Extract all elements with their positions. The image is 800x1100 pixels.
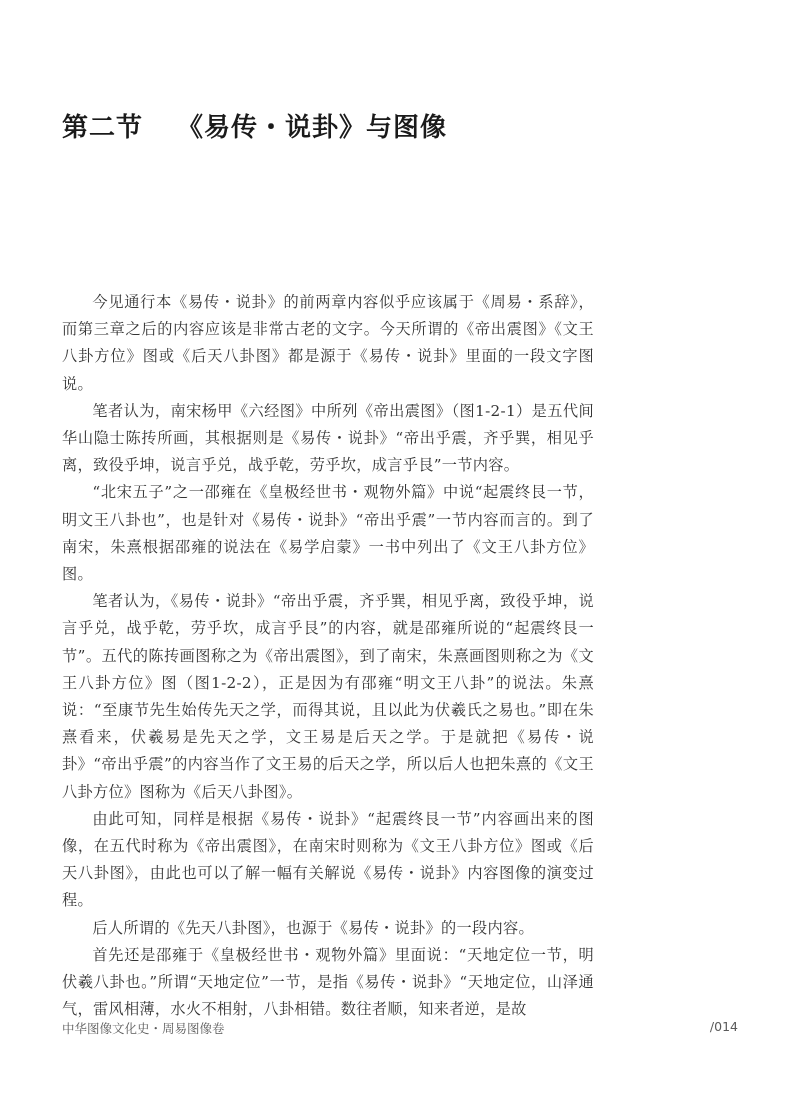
- footer-page-number: /014: [709, 1019, 738, 1034]
- paragraph: 笔者认为，南宋杨甲《六经图》中所列《帝出震图》（图1-2-1）是五代间华山隐士陈抟所画，其根据则是《易传・说卦》“帝出乎震，齐乎巽，相见乎离，致役乎坤，说言乎兑，战乎乾，劳乎坎，成言乎艮”一节内容。: [62, 401, 594, 475]
- section-heading: 《易传・说卦》与图像: [177, 113, 448, 143]
- paragraph: 由此可知，同样是根据《易传・说卦》“起震终艮一节”内容画出来的图像，在五代时称为《帝出震图》，在南宋时则称为《文王八卦方位》图或《后天八卦图》，由此也可以了解一幅有关解说《易传・说卦》内容图像的演变过程。: [62, 809, 594, 910]
- footer-book-title: 中华图像文化史・周易图像卷: [62, 1021, 225, 1036]
- paragraph: 首先还是邵雍于《皇极经世书・观物外篇》里面说：“天地定位一节，明伏羲八卦也。”所谓“天地定位”一节，是指《易传・说卦》“天地定位，山泽通气，雷风相薄，水火不相射，八卦相错。数往者顺，知来者逆，是故: [62, 945, 594, 1019]
- body-text: [62, 289, 594, 1023]
- paragraph: 笔者认为，《易传・说卦》“帝出乎震，齐乎巽，相见乎离，致役乎坤，说言乎兑，战乎乾，劳乎坎，成言乎艮”的内容，就是邵雍所说的“起震终艮一节”。五代的陈抟画图称之为《帝出震图》，到了南宋，朱熹画图则称之为《文王八卦方位》图（图1-2-2），正是因为有邵雍“明文王八卦”的说法。朱熹说：“至康节先生始传先天之学，而得其说，且以此为伏羲氏之易也。”即在朱熹看来，伏羲易是先天之学，文王易是后天之学。于是就把《易传・说卦》“帝出乎震”的内容当作了文王易的后天之学，所以后人也把朱熹的《文王八卦方位》图称为《后天八卦图》。: [62, 592, 594, 801]
- paragraph: “北宋五子”之一邵雍在《皇极经世书・观物外篇》中说“起震终艮一节，明文王八卦也”，也是针对《易传・说卦》“帝出乎震”一节内容而言的。到了南宋，朱熹根据邵雍的说法在《易学启蒙》一书中列出了《文王八卦方位》图。: [62, 483, 594, 584]
- section-title: [62, 107, 447, 144]
- paragraph: 后人所谓的《先天八卦图》，也源于《易传・说卦》的一段内容。: [92, 918, 534, 937]
- paragraph: 今见通行本《易传・说卦》的前两章内容似乎应该属于《周易・系辞》，而第三章之后的内容应该是非常古老的文字。今天所谓的《帝出震图》《文王八卦方位》图或《后天八卦图》都是源于《易传・说卦》里面的一段文字图说。: [62, 293, 594, 393]
- section-number: 第二节: [62, 113, 144, 143]
